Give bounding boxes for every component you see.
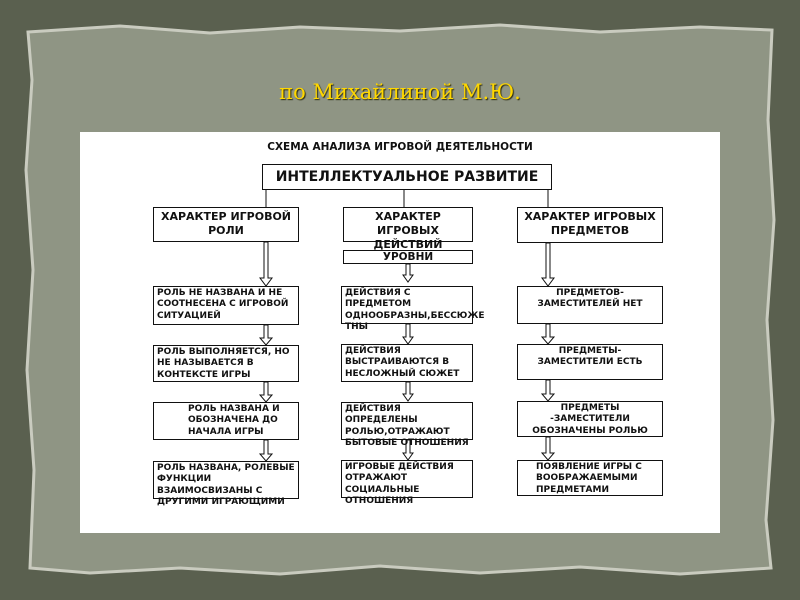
role-level-2: РОЛЬ ВЫПОЛНЯЕТСЯ, НО НЕ НАЗЫВАЕТСЯ В КОНТЕКСТЕ ИГРЫ — [153, 345, 299, 382]
objects-level-3: ПРЕДМЕТЫ -ЗАМЕСТИТЕЛИ ОБОЗНАЧЕНЫ РОЛЬЮ — [517, 401, 663, 437]
diagram-sheet — [80, 132, 720, 533]
slide-title: по Михайлиной М.Ю. — [279, 80, 521, 104]
objects-level-1: ПРЕДМЕТОВ-ЗАМЕСТИТЕЛЕЙ НЕТ — [517, 286, 663, 324]
column-header-actions: ХАРАКТЕР ИГРОВЫХ ДЕЙСТВИЙ — [343, 207, 473, 242]
role-level-4: РОЛЬ НАЗВАНА, РОЛЕВЫЕ ФУНКЦИИ ВЗАИМОСВИЗАНЫ С ДРУГИМИ ИГРАЮЩИМИ — [153, 461, 299, 499]
actions-level-4: ИГРОВЫЕ ДЕЙСТВИЯ ОТРАЖАЮТ СОЦИАЛЬНЫЕ ОТНОШЕНИЯ — [341, 460, 473, 498]
role-level-1: РОЛЬ НЕ НАЗВАНА И НЕ СООТНЕСЕНА С ИГРОВОЙ СИТУАЦИЕЙ — [153, 286, 299, 325]
column-header-objects: ХАРАКТЕР ИГРОВЫХ ПРЕДМЕТОВ — [517, 207, 663, 243]
levels-label: УРОВНИ — [343, 250, 473, 264]
actions-level-1: ДЕЙСТВИЯ С ПРЕДМЕТОМ ОДНООБРАЗНЫ,БЕССЮЖЕ ТНЫ — [341, 286, 473, 324]
actions-level-3: ДЕЙСТВИЯ ОПРЕДЕЛЕНЫ РОЛЬЮ,ОТРАЖАЮТ БЫТОВЫЕ ОТНОШЕНИЯ — [341, 402, 473, 440]
root-box: ИНТЕЛЛЕКТУАЛЬНОЕ РАЗВИТИЕ — [262, 164, 552, 190]
objects-level-2: ПРЕДМЕТЫ-ЗАМЕСТИТЕЛИ ЕСТЬ — [517, 344, 663, 380]
diagram-title: СХЕМА АНАЛИЗА ИГРОВОЙ ДЕЯТЕЛЬНОСТИ — [267, 141, 533, 153]
objects-level-4: ПОЯВЛЕНИЕ ИГРЫ С ВООБРАЖАЕМЫМИ ПРЕДМЕТАМИ — [517, 460, 663, 496]
role-level-3: РОЛЬ НАЗВАНА И ОБОЗНАЧЕНА ДО НАЧАЛА ИГРЫ — [153, 402, 299, 440]
column-header-role: ХАРАКТЕР ИГРОВОЙ РОЛИ — [153, 207, 299, 242]
actions-level-2: ДЕЙСТВИЯ ВЫСТРАИВАЮТСЯ В НЕСЛОЖНЫЙ СЮЖЕТ — [341, 344, 473, 382]
